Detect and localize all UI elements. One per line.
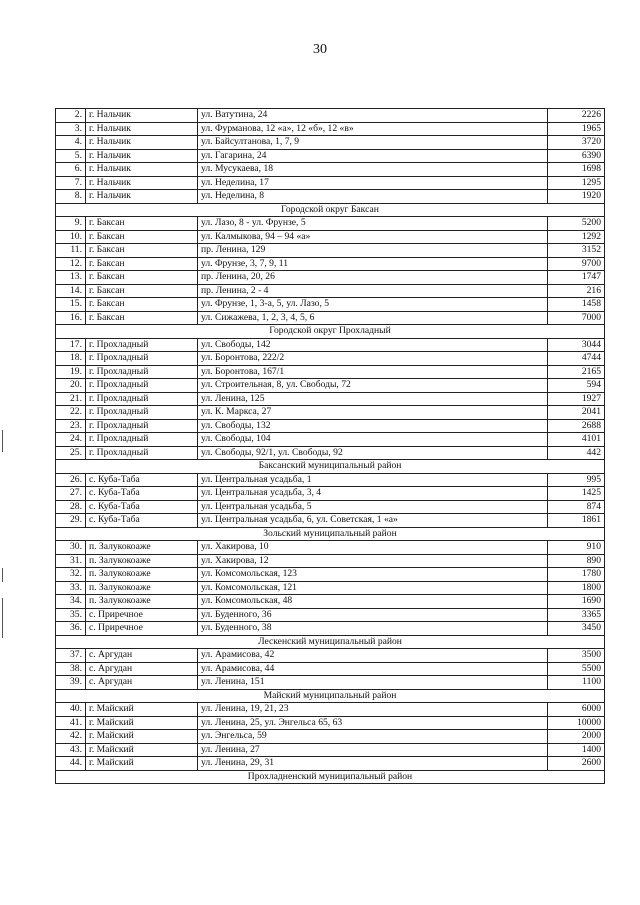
value-cell: 1425 bbox=[548, 487, 605, 501]
value-cell: 1800 bbox=[548, 581, 605, 595]
locality-cell: г. Майский bbox=[86, 716, 198, 730]
table-row bbox=[56, 406, 605, 420]
row-number: 44. bbox=[56, 757, 86, 771]
row-number: 33. bbox=[56, 581, 86, 595]
locality-cell: г. Баксан bbox=[86, 284, 198, 298]
locality-cell: с. Куба-Таба bbox=[86, 487, 198, 501]
address-cell: пр. Ленина, 20, 26 bbox=[198, 271, 548, 285]
address-cell: ул. Арамисова, 44 bbox=[198, 662, 548, 676]
value-cell: 2041 bbox=[548, 406, 605, 420]
table-row bbox=[56, 352, 605, 366]
row-number: 34. bbox=[56, 595, 86, 609]
row-number: 26. bbox=[56, 473, 86, 487]
row-number: 35. bbox=[56, 608, 86, 622]
scan-margin-mark bbox=[2, 430, 3, 452]
locality-cell: г. Баксан bbox=[86, 298, 198, 312]
table-row bbox=[56, 608, 605, 622]
locality-cell: г. Баксан bbox=[86, 230, 198, 244]
locality-cell: г. Нальчик bbox=[86, 176, 198, 190]
address-cell: ул. Фурманова, 12 «а», 12 «б», 12 «в» bbox=[198, 122, 548, 136]
locality-cell: п. Залукокоаже bbox=[86, 568, 198, 582]
locality-cell: г. Прохладный bbox=[86, 338, 198, 352]
row-number: 22. bbox=[56, 406, 86, 420]
value-cell: 1690 bbox=[548, 595, 605, 609]
locality-cell: г. Прохладный bbox=[86, 379, 198, 393]
value-cell: 2165 bbox=[548, 365, 605, 379]
table-row bbox=[56, 230, 605, 244]
value-cell: 3044 bbox=[548, 338, 605, 352]
table-row bbox=[56, 271, 605, 285]
locality-cell: п. Залукокоаже bbox=[86, 595, 198, 609]
value-cell: 874 bbox=[548, 500, 605, 514]
address-cell: ул. Ленина, 27 bbox=[198, 743, 548, 757]
address-cell: ул. Ватутина, 24 bbox=[198, 109, 548, 123]
address-cell: ул. Строительная, 8, ул. Свободы, 72 bbox=[198, 379, 548, 393]
table-row bbox=[56, 581, 605, 595]
locality-cell: г. Баксан bbox=[86, 244, 198, 258]
table-row bbox=[56, 703, 605, 717]
address-cell: ул. Хакирова, 12 bbox=[198, 554, 548, 568]
locality-cell: с. Приречное bbox=[86, 622, 198, 636]
row-number: 13. bbox=[56, 271, 86, 285]
address-cell: ул. Ленина, 29, 31 bbox=[198, 757, 548, 771]
table-row bbox=[56, 136, 605, 150]
locality-cell: п. Залукокоаже bbox=[86, 541, 198, 555]
row-number: 39. bbox=[56, 676, 86, 690]
value-cell: 5200 bbox=[548, 217, 605, 231]
value-cell: 4101 bbox=[548, 433, 605, 447]
locality-cell: с. Аргудан bbox=[86, 676, 198, 690]
address-cell: ул. Энгельса, 59 bbox=[198, 730, 548, 744]
row-number: 8. bbox=[56, 190, 86, 204]
table-row bbox=[56, 217, 605, 231]
address-cell: ул. Центральная усадьба, 6, ул. Советская, 1 «а» bbox=[198, 514, 548, 528]
table-row bbox=[56, 446, 605, 460]
value-cell: 442 bbox=[548, 446, 605, 460]
table-row bbox=[56, 554, 605, 568]
address-cell: пр. Ленина, 129 bbox=[198, 244, 548, 258]
row-number: 31. bbox=[56, 554, 86, 568]
address-cell: ул. Комсомольская, 121 bbox=[198, 581, 548, 595]
address-cell: ул. Хакирова, 10 bbox=[198, 541, 548, 555]
value-cell: 6000 bbox=[548, 703, 605, 717]
table-row bbox=[56, 649, 605, 663]
address-cell: пр. Ленина, 2 - 4 bbox=[198, 284, 548, 298]
locality-cell: г. Нальчик bbox=[86, 109, 198, 123]
row-number: 42. bbox=[56, 730, 86, 744]
locality-cell: г. Прохладный bbox=[86, 392, 198, 406]
page-number: 30 bbox=[313, 42, 327, 57]
value-cell: 1965 bbox=[548, 122, 605, 136]
table-row bbox=[56, 716, 605, 730]
value-cell: 1458 bbox=[548, 298, 605, 312]
locality-cell: г. Нальчик bbox=[86, 163, 198, 177]
address-cell: ул. Буденного, 38 bbox=[198, 622, 548, 636]
value-cell: 594 bbox=[548, 379, 605, 393]
address-cell: ул. Центральная усадьба, 3, 4 bbox=[198, 487, 548, 501]
row-number: 20. bbox=[56, 379, 86, 393]
table-row bbox=[56, 743, 605, 757]
table-row bbox=[56, 311, 605, 325]
row-number: 17. bbox=[56, 338, 86, 352]
row-number: 2. bbox=[56, 109, 86, 123]
section-title: Городской округ Прохладный bbox=[56, 325, 605, 339]
table-row bbox=[56, 365, 605, 379]
table-row bbox=[56, 757, 605, 771]
address-cell: ул. Свободы, 132 bbox=[198, 419, 548, 433]
table-row bbox=[56, 338, 605, 352]
address-cell: ул. К. Маркса, 27 bbox=[198, 406, 548, 420]
section-title: Зольский муниципальный район bbox=[56, 527, 605, 541]
table-row bbox=[56, 163, 605, 177]
address-cell: ул. Гагарина, 24 bbox=[198, 149, 548, 163]
value-cell: 6390 bbox=[548, 149, 605, 163]
value-cell: 3152 bbox=[548, 244, 605, 258]
locality-cell: г. Нальчик bbox=[86, 149, 198, 163]
table-row bbox=[56, 622, 605, 636]
value-cell: 3365 bbox=[548, 608, 605, 622]
address-cell: ул. Фрунзе, 3, 7, 9, 11 bbox=[198, 257, 548, 271]
address-cell: ул. Неделина, 8 bbox=[198, 190, 548, 204]
table-row bbox=[56, 676, 605, 690]
locality-cell: с. Аргудан bbox=[86, 649, 198, 663]
row-number: 28. bbox=[56, 500, 86, 514]
value-cell: 1400 bbox=[548, 743, 605, 757]
locality-cell: п. Залукокоаже bbox=[86, 581, 198, 595]
value-cell: 1780 bbox=[548, 568, 605, 582]
row-number: 9. bbox=[56, 217, 86, 231]
table-row bbox=[56, 730, 605, 744]
address-cell: ул. Комсомольская, 48 bbox=[198, 595, 548, 609]
table-row bbox=[56, 379, 605, 393]
row-number: 24. bbox=[56, 433, 86, 447]
table-row bbox=[56, 176, 605, 190]
section-title: Городской округ Баксан bbox=[56, 203, 605, 217]
address-cell: ул. Комсомольская, 123 bbox=[198, 568, 548, 582]
value-cell: 1100 bbox=[548, 676, 605, 690]
row-number: 15. bbox=[56, 298, 86, 312]
registry-table-body bbox=[56, 109, 605, 784]
value-cell: 2226 bbox=[548, 109, 605, 123]
table-row bbox=[56, 514, 605, 528]
table-row bbox=[56, 190, 605, 204]
row-number: 30. bbox=[56, 541, 86, 555]
row-number: 36. bbox=[56, 622, 86, 636]
locality-cell: г. Прохладный bbox=[86, 433, 198, 447]
address-cell: ул. Неделина, 17 bbox=[198, 176, 548, 190]
value-cell: 7000 bbox=[548, 311, 605, 325]
locality-cell: г. Прохладный bbox=[86, 365, 198, 379]
table-row bbox=[56, 541, 605, 555]
row-number: 18. bbox=[56, 352, 86, 366]
locality-cell: г. Майский bbox=[86, 703, 198, 717]
value-cell: 5500 bbox=[548, 662, 605, 676]
row-number: 21. bbox=[56, 392, 86, 406]
section-header-row bbox=[56, 770, 605, 784]
row-number: 29. bbox=[56, 514, 86, 528]
value-cell: 2600 bbox=[548, 757, 605, 771]
value-cell: 2688 bbox=[548, 419, 605, 433]
value-cell: 1295 bbox=[548, 176, 605, 190]
locality-cell: г. Майский bbox=[86, 757, 198, 771]
locality-cell: с. Куба-Таба bbox=[86, 500, 198, 514]
table-row bbox=[56, 122, 605, 136]
row-number: 4. bbox=[56, 136, 86, 150]
value-cell: 3450 bbox=[548, 622, 605, 636]
value-cell: 1920 bbox=[548, 190, 605, 204]
section-header-row bbox=[56, 203, 605, 217]
section-header-row bbox=[56, 325, 605, 339]
locality-cell: г. Нальчик bbox=[86, 190, 198, 204]
value-cell: 2000 bbox=[548, 730, 605, 744]
locality-cell: г. Баксан bbox=[86, 271, 198, 285]
value-cell: 216 bbox=[548, 284, 605, 298]
locality-cell: г. Прохладный bbox=[86, 419, 198, 433]
address-cell: ул. Свободы, 142 bbox=[198, 338, 548, 352]
locality-cell: г. Майский bbox=[86, 730, 198, 744]
table-row bbox=[56, 662, 605, 676]
section-title: Прохладненский муниципальный район bbox=[56, 770, 605, 784]
table-row bbox=[56, 595, 605, 609]
section-header-row bbox=[56, 460, 605, 474]
value-cell: 10000 bbox=[548, 716, 605, 730]
row-number: 43. bbox=[56, 743, 86, 757]
value-cell: 910 bbox=[548, 541, 605, 555]
section-title: Майский муниципальный район bbox=[56, 689, 605, 703]
locality-cell: г. Баксан bbox=[86, 217, 198, 231]
address-cell: ул. Фрунзе, 1, 3-а, 5, ул. Лазо, 5 bbox=[198, 298, 548, 312]
row-number: 12. bbox=[56, 257, 86, 271]
row-number: 38. bbox=[56, 662, 86, 676]
registry-table bbox=[55, 108, 605, 784]
address-cell: ул. Центральная усадьба, 5 bbox=[198, 500, 548, 514]
address-cell: ул. Боронтова, 222/2 bbox=[198, 352, 548, 366]
locality-cell: г. Баксан bbox=[86, 311, 198, 325]
row-number: 10. bbox=[56, 230, 86, 244]
locality-cell: с. Аргудан bbox=[86, 662, 198, 676]
address-cell: ул. Буденного, 36 bbox=[198, 608, 548, 622]
value-cell: 1861 bbox=[548, 514, 605, 528]
section-header-row bbox=[56, 689, 605, 703]
table-row bbox=[56, 284, 605, 298]
address-cell: ул. Свободы, 104 bbox=[198, 433, 548, 447]
value-cell: 1927 bbox=[548, 392, 605, 406]
locality-cell: с. Куба-Таба bbox=[86, 514, 198, 528]
address-cell: ул. Центральная усадьба, 1 bbox=[198, 473, 548, 487]
row-number: 3. bbox=[56, 122, 86, 136]
scan-margin-mark bbox=[2, 598, 3, 638]
address-cell: ул. Ленина, 25, ул. Энгельса 65, 63 bbox=[198, 716, 548, 730]
locality-cell: с. Приречное bbox=[86, 608, 198, 622]
section-title: Лескенский муниципальный район bbox=[56, 635, 605, 649]
row-number: 5. bbox=[56, 149, 86, 163]
locality-cell: с. Куба-Таба bbox=[86, 473, 198, 487]
locality-cell: г. Нальчик bbox=[86, 136, 198, 150]
row-number: 14. bbox=[56, 284, 86, 298]
address-cell: ул. Мусукаева, 18 bbox=[198, 163, 548, 177]
locality-cell: г. Баксан bbox=[86, 257, 198, 271]
row-number: 40. bbox=[56, 703, 86, 717]
section-header-row bbox=[56, 635, 605, 649]
table-row bbox=[56, 568, 605, 582]
value-cell: 1292 bbox=[548, 230, 605, 244]
table-row bbox=[56, 473, 605, 487]
address-cell: ул. Арамисова, 42 bbox=[198, 649, 548, 663]
value-cell: 3720 bbox=[548, 136, 605, 150]
row-number: 37. bbox=[56, 649, 86, 663]
scan-margin-mark bbox=[2, 568, 3, 582]
table-row bbox=[56, 257, 605, 271]
locality-cell: г. Прохладный bbox=[86, 352, 198, 366]
table-row bbox=[56, 298, 605, 312]
value-cell: 3500 bbox=[548, 649, 605, 663]
row-number: 7. bbox=[56, 176, 86, 190]
value-cell: 9700 bbox=[548, 257, 605, 271]
row-number: 32. bbox=[56, 568, 86, 582]
value-cell: 4744 bbox=[548, 352, 605, 366]
row-number: 27. bbox=[56, 487, 86, 501]
value-cell: 1747 bbox=[548, 271, 605, 285]
locality-cell: г. Нальчик bbox=[86, 122, 198, 136]
value-cell: 995 bbox=[548, 473, 605, 487]
address-cell: ул. Сижажева, 1, 2, 3, 4, 5, 6 bbox=[198, 311, 548, 325]
address-cell: ул. Калмыкова, 94 – 94 «а» bbox=[198, 230, 548, 244]
address-cell: ул. Ленина, 19, 21, 23 bbox=[198, 703, 548, 717]
table-row bbox=[56, 500, 605, 514]
table-row bbox=[56, 244, 605, 258]
address-cell: ул. Байсултанова, 1, 7, 9 bbox=[198, 136, 548, 150]
section-title: Баксанский муниципальный район bbox=[56, 460, 605, 474]
row-number: 19. bbox=[56, 365, 86, 379]
locality-cell: г. Майский bbox=[86, 743, 198, 757]
table-row bbox=[56, 433, 605, 447]
section-header-row bbox=[56, 527, 605, 541]
locality-cell: г. Прохладный bbox=[86, 446, 198, 460]
locality-cell: г. Прохладный bbox=[86, 406, 198, 420]
table-row bbox=[56, 419, 605, 433]
row-number: 25. bbox=[56, 446, 86, 460]
value-cell: 890 bbox=[548, 554, 605, 568]
row-number: 41. bbox=[56, 716, 86, 730]
address-cell: ул. Лазо, 8 - ул. Фрунзе, 5 bbox=[198, 217, 548, 231]
row-number: 23. bbox=[56, 419, 86, 433]
row-number: 16. bbox=[56, 311, 86, 325]
address-cell: ул. Свободы, 92/1, ул. Свободы, 92 bbox=[198, 446, 548, 460]
address-cell: ул. Ленина, 125 bbox=[198, 392, 548, 406]
row-number: 11. bbox=[56, 244, 86, 258]
row-number: 6. bbox=[56, 163, 86, 177]
table-row bbox=[56, 109, 605, 123]
address-cell: ул. Ленина, 151 bbox=[198, 676, 548, 690]
locality-cell: п. Залукокоаже bbox=[86, 554, 198, 568]
table-row bbox=[56, 487, 605, 501]
table-row bbox=[56, 149, 605, 163]
table-row bbox=[56, 392, 605, 406]
address-cell: ул. Боронтова, 167/1 bbox=[198, 365, 548, 379]
value-cell: 1698 bbox=[548, 163, 605, 177]
